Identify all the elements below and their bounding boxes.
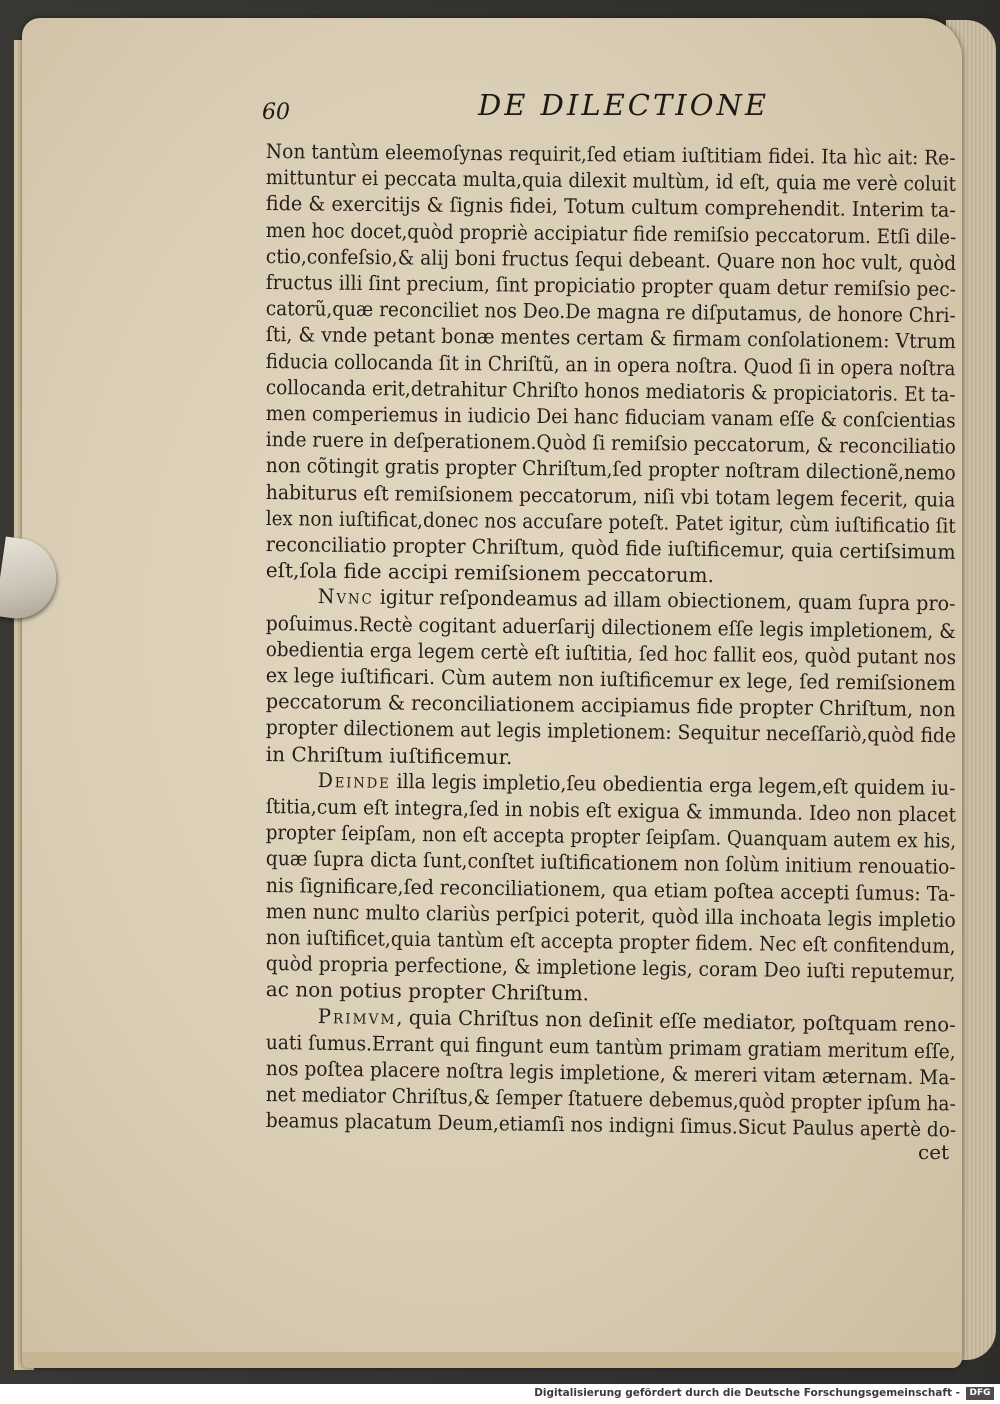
line-text: peccatorum & reconciliationem accipiamus fide propter Chriſtum, non xyxy=(265,689,956,722)
text-line xyxy=(266,741,513,770)
line-text: habiturus eſt remiſsionem peccatorum, niſi vbi totam legem fecerit, quia xyxy=(265,479,956,512)
initial-word: Deinde xyxy=(317,767,391,793)
text-line xyxy=(266,976,590,1006)
line-text: collocanda erit,detrahitur Chriſto honos mediatoris & propiciatoris. Et ta- xyxy=(265,374,956,407)
catchword: cet xyxy=(918,1140,950,1164)
line-text: fructus illi ſint precium, ſint propiciatio propter quam detur remiſsio pec- xyxy=(265,269,957,302)
line-text: propter ſeipſam, non eſt accepta propter ſeipſam. Quanquam autem ex his, xyxy=(265,820,957,853)
line-text: uati ſumus.Errant qui fingunt eum tantùm primam gratiam meritum eſſe, xyxy=(265,1029,956,1064)
line-text: men comperiemus in iudicio Dei hanc fiduciam vanam eſſe & conſcientias xyxy=(265,400,956,433)
line-text: quòd propria perfectione, & impletione legis, coram Deo iuſti reputemur, xyxy=(265,951,956,985)
line-text: catorũ,quæ reconciliet nos Deo.De magna re diſputamus, de honore Chri- xyxy=(265,296,956,328)
line-text: inde ruere in deſperationem.Quòd ſi remiſsio peccatorum, & reconciliatio xyxy=(265,427,957,459)
initial-word: Primvm xyxy=(317,1003,397,1029)
line-text: ſti, & vnde petant bonæ mentes certam & firmam conſolationem: Vtrum xyxy=(265,322,956,354)
line-text: beamus placatum Deum,etiamſi nos indigni ſimus.Sicut Paulus apertè do- xyxy=(265,1108,957,1142)
line-text: poſuimus.Rectè cogitant aduerſarij dilectionem eſſe legis impletionem, & xyxy=(265,610,956,643)
footer-credit: Digitalisierung gefördert durch die Deutsche Forschungsgemeinschaft - xyxy=(534,1387,960,1399)
line-text: ctio,confeſsio,& alij boni fructus ſequi debeant. Quare non hoc vult, quòd xyxy=(265,243,957,275)
dfg-logo: DFG xyxy=(966,1387,994,1400)
line-text: fiducia collocanda ſit in Chriſtũ, an in opera noſtra. Quod ſi in opera noſtra xyxy=(265,348,956,380)
initial-word: Nvnc xyxy=(317,584,374,610)
running-head: DE DILECTIONE xyxy=(478,88,770,122)
line-text: nos poſtea placere noſtra legis impletione, & mereri vitam æternam. Ma- xyxy=(265,1055,956,1090)
line-text: nis ſignificare,ſed reconciliationem, qua etiam poſtea accepti ſumus: Ta- xyxy=(265,872,956,906)
footer-bar xyxy=(0,1384,1000,1404)
line-text: men hoc docet,quòd propriè accipiatur fide remiſsio peccatorum. Etſi dile- xyxy=(265,217,957,249)
line-text: igitur reſpondeamus ad illam obiectionem, quam ſupra pro- xyxy=(373,585,956,616)
line-text: eſt,ſola fide accipi remiſsionem peccatorum. xyxy=(265,558,715,588)
line-text: non iuſtificet,quia tantùm eſt accepta propter fidem. Nec eſt confitendum, xyxy=(265,924,956,958)
line-text: illa legis impletio,ſeu obedientia erga legem,eſt quidem iu- xyxy=(390,768,956,800)
line-text: mittuntur ei peccata multa,quia dilexit multùm, id eſt, quia me verè coluit xyxy=(265,165,957,196)
line-text: ex lege iuſtificari. Cùm autem non iuſtificemur ex lege, ſed remiſsionem xyxy=(265,662,956,696)
line-text: fide & exercitijs & ſignis fidei, Totum cultum comprehendit. Interim ta- xyxy=(265,191,956,223)
line-text: non cõtingit gratis propter Chriſtum,ſed propter noſtram dilectionẽ,nemo xyxy=(265,453,956,485)
line-text: in Chriſtum iuſtificemur. xyxy=(265,741,513,769)
line-text: Non tantùm eleemoſynas requirit,ſed etiam iuſtitiam fidei. Ita hìc ait: Re- xyxy=(265,138,956,170)
line-text: reconciliatio propter Chriſtum, quòd fide iuſtificemur, quia certiſsimum xyxy=(265,531,956,564)
line-text: net mediator Chriſtus,& ſemper ſtatuere debemus,quòd propter ipſum ha- xyxy=(265,1082,956,1116)
line-text: men nunc multo clariùs perſpici poterit, quòd illa inchoata legis impletio xyxy=(265,898,956,932)
line-text: ſtitia,cum eſt integra,ſed in nobis eſt exigua & immunda. Ideo non placet xyxy=(265,793,957,827)
line-text: lex non iuſtificat,donec nos accuſare poteſt. Patet igitur, cùm iuſtificatio ſit xyxy=(265,505,956,538)
line-text: ac non potius propter Chriſtum. xyxy=(265,977,590,1006)
line-text: propter dilectionem aut legis impletionem: Sequitur neceſſariò,quòd fide xyxy=(265,715,957,748)
line-text: quæ ſupra dicta ſunt,conſtet iuſtificationem non ſolùm initium renouatio- xyxy=(265,846,956,880)
line-text: obedientia erga legem certè eſt iuſtitia, ſed hoc fallit eos, quòd putant nos xyxy=(265,636,957,669)
line-text: , quia Chriſtus non deſinit eſſe mediator, poſtquam reno- xyxy=(396,1004,956,1037)
page-number: 60 xyxy=(262,100,290,125)
page-bottom-edge xyxy=(22,1352,962,1368)
